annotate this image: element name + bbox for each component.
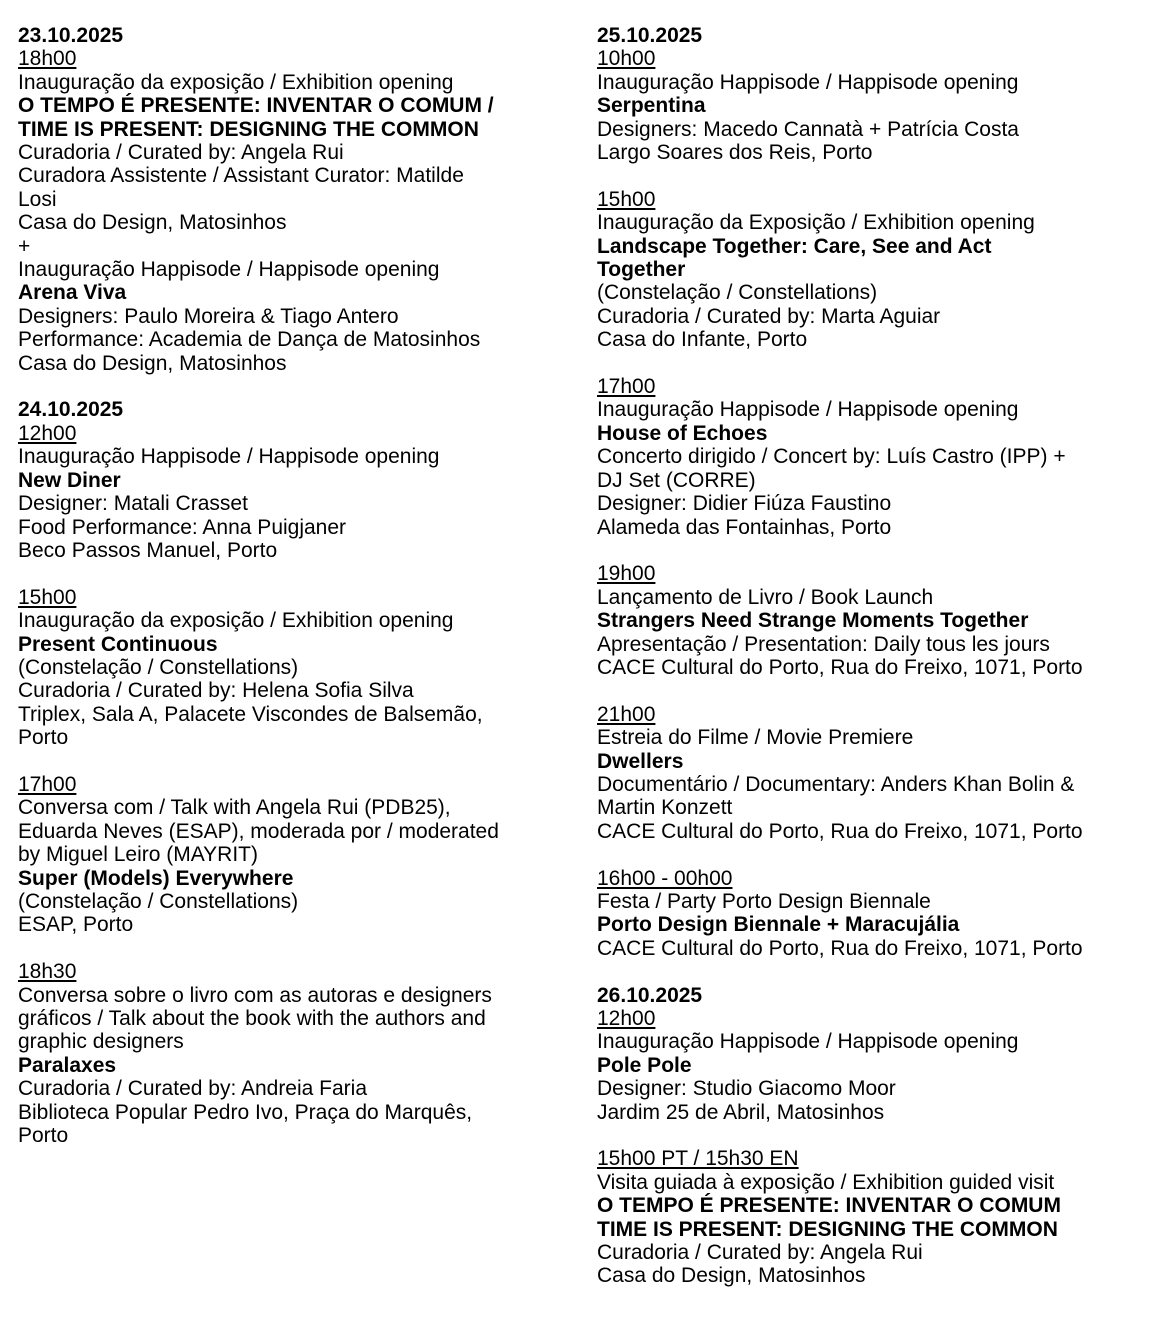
event-text-line: Concerto dirigido / Concert by: Luís Castro (IPP) + <box>597 445 1066 469</box>
event-text-line: Casa do Design, Matosinhos <box>18 211 287 235</box>
event-time: 12h00 <box>18 421 77 445</box>
event-block <box>597 703 1160 843</box>
event-text-line: by Miguel Leiro (MAYRIT) <box>18 843 259 867</box>
event-time: 10h00 <box>597 47 656 71</box>
event-title: Landscape Together: Care, See and Act <box>597 234 992 258</box>
event-time: 15h00 <box>597 187 656 211</box>
event-text-line: Casa do Infante, Porto <box>597 328 808 352</box>
event-text-line: Losi <box>18 187 57 211</box>
event-text-line: Conversa sobre o livro com as autoras e designers <box>18 983 492 1007</box>
event-text-line: Jardim 25 de Abril, Matosinhos <box>597 1100 885 1124</box>
event-block <box>18 960 580 1147</box>
event-block <box>597 867 1160 961</box>
event-text-line: Alameda das Fontainhas, Porto <box>597 515 892 539</box>
event-text-line: Curadoria / Curated by: Angela Rui <box>18 141 344 165</box>
event-time: 18h00 <box>18 47 77 71</box>
date-heading: 23.10.2025 <box>18 24 124 47</box>
event-text-line: Curadoria / Curated by: Helena Sofia Silva <box>18 679 414 703</box>
event-title: Strangers Need Strange Moments Together <box>597 609 1029 633</box>
event-title: TIME IS PRESENT: DESIGNING THE COMMON <box>597 1217 1058 1241</box>
event-text-line: Beco Passos Manuel, Porto <box>18 538 278 562</box>
event-text-line: Inauguração Happisode / Happisode opening <box>597 1030 1019 1054</box>
event-text-line: Porto <box>18 1124 69 1148</box>
event-text-line: Festa / Party Porto Design Biennale <box>597 889 931 913</box>
event-title: Porto Design Biennale + Maracujália <box>597 913 960 937</box>
event-text-line: Inauguração da exposição / Exhibition opening <box>18 609 454 633</box>
event-title: Super (Models) Everywhere <box>18 866 294 890</box>
event-text-line: ESAP, Porto <box>18 913 134 937</box>
event-text-line: Porto <box>18 726 69 750</box>
event-title: O TEMPO É PRESENTE: INVENTAR O COMUM <box>597 1194 1061 1218</box>
event-time: 12h00 <box>597 1006 656 1030</box>
event-block <box>597 375 1160 539</box>
event-text-line: Largo Soares dos Reis, Porto <box>597 141 873 165</box>
date-heading: 25.10.2025 <box>597 24 703 47</box>
event-text-line: Inauguração da Exposição / Exhibition opening <box>597 211 1035 235</box>
event-title: Arena Viva <box>18 281 127 305</box>
event-text-line: + <box>18 234 31 258</box>
event-title: Dwellers <box>597 749 684 773</box>
event-title: Pole Pole <box>597 1053 692 1077</box>
event-text-line: Curadoria / Curated by: Marta Aguiar <box>597 304 941 328</box>
event-text-line: Inauguração Happisode / Happisode opening <box>18 445 440 469</box>
event-text-line: Curadoria / Curated by: Angela Rui <box>597 1241 923 1265</box>
event-text-line: DJ Set (CORRE) <box>597 468 756 492</box>
event-block <box>597 984 1160 1124</box>
event-text-line: Biblioteca Popular Pedro Ivo, Praça do Marquês, <box>18 1100 473 1124</box>
event-text-line: Documentário / Documentary: Anders Khan Bolin & <box>597 772 1075 796</box>
event-text-line: Estreia do Filme / Movie Premiere <box>597 726 914 750</box>
event-text-line: Curadoria / Curated by: Andreia Faria <box>18 1077 368 1101</box>
event-time: 15h00 PT / 15h30 EN <box>597 1147 799 1171</box>
event-text-line: CACE Cultural do Porto, Rua do Freixo, 1071, Porto <box>597 655 1083 679</box>
event-time: 18h30 <box>18 960 77 984</box>
event-text-line: Performance: Academia de Dança de Matosinhos <box>18 328 481 352</box>
event-text-line: Lançamento de Livro / Book Launch <box>597 585 934 609</box>
event-title: Together <box>597 258 686 282</box>
event-block <box>18 586 580 750</box>
event-text-line: Eduarda Neves (ESAP), moderada por / moderated <box>18 819 499 843</box>
event-time: 17h00 <box>597 375 656 399</box>
event-text-line: gráficos / Talk about the book with the authors and <box>18 1007 486 1030</box>
event-title: House of Echoes <box>597 421 768 445</box>
event-title: Paralaxes <box>18 1053 117 1077</box>
event-block <box>597 188 1160 352</box>
event-text-line: CACE Cultural do Porto, Rua do Freixo, 1071, Porto <box>597 936 1083 960</box>
event-time: 17h00 <box>18 772 77 796</box>
event-title: Present Continuous <box>18 632 218 656</box>
date-heading: 24.10.2025 <box>18 398 124 422</box>
date-heading: 26.10.2025 <box>597 983 703 1007</box>
event-text-line: (Constelação / Constellations) <box>18 655 299 679</box>
event-time: 16h00 - 00h00 <box>597 866 733 890</box>
event-text-line: CACE Cultural do Porto, Rua do Freixo, 1071, Porto <box>597 819 1083 843</box>
event-text-line: Triplex, Sala A, Palacete Viscondes de Balsemão, <box>18 702 483 726</box>
event-block <box>18 398 580 562</box>
event-time: 21h00 <box>597 702 656 726</box>
column-right <box>597 24 1160 1288</box>
event-text-line: Apresentação / Presentation: Daily tous les jours <box>597 632 1050 656</box>
event-text-line: Designers: Paulo Moreira & Tiago Antero <box>18 304 399 328</box>
event-text-line: Visita guiada à exposição / Exhibition guided visit <box>597 1170 1055 1194</box>
event-block <box>18 773 580 937</box>
event-text-line: Inauguração Happisode / Happisode opening <box>597 398 1019 422</box>
event-block <box>597 24 1160 164</box>
event-text-line: Designer: Studio Giacomo Moor <box>597 1077 896 1101</box>
event-text-line: Food Performance: Anna Puigjaner <box>18 515 347 539</box>
event-text-line: Curadora Assistente / Assistant Curator: Matilde <box>18 164 464 188</box>
event-text-line: (Constelação / Constellations) <box>18 889 299 913</box>
event-text-line: Conversa com / Talk with Angela Rui (PDB25), <box>18 796 451 820</box>
event-title: O TEMPO É PRESENTE: INVENTAR O COMUM / <box>18 94 494 118</box>
event-title: Serpentina <box>597 94 706 118</box>
event-text-line: Designers: Macedo Cannatà + Patrícia Costa <box>597 117 1019 141</box>
event-text-line: Designer: Didier Fiúza Faustino <box>597 492 892 516</box>
column-left <box>18 24 580 1147</box>
event-text-line: Casa do Design, Matosinhos <box>18 351 287 375</box>
event-text-line: Casa do Design, Matosinhos <box>597 1264 866 1288</box>
event-time: 15h00 <box>18 585 77 609</box>
event-text-line: Martin Konzett <box>597 796 733 820</box>
event-text-line: (Constelação / Constellations) <box>597 281 878 305</box>
event-block <box>597 562 1160 679</box>
event-block <box>597 1147 1160 1287</box>
event-block <box>18 24 580 375</box>
event-title: New Diner <box>18 468 121 492</box>
event-time: 19h00 <box>597 562 656 586</box>
event-text-line: Inauguração da exposição / Exhibition opening <box>18 70 454 94</box>
event-text-line: Designer: Matali Crasset <box>18 492 248 516</box>
event-text-line: Inauguração Happisode / Happisode opening <box>18 258 440 282</box>
event-text-line: Inauguração Happisode / Happisode opening <box>597 70 1019 94</box>
event-title: TIME IS PRESENT: DESIGNING THE COMMON <box>18 117 479 141</box>
event-text-line: graphic designers <box>18 1030 184 1054</box>
